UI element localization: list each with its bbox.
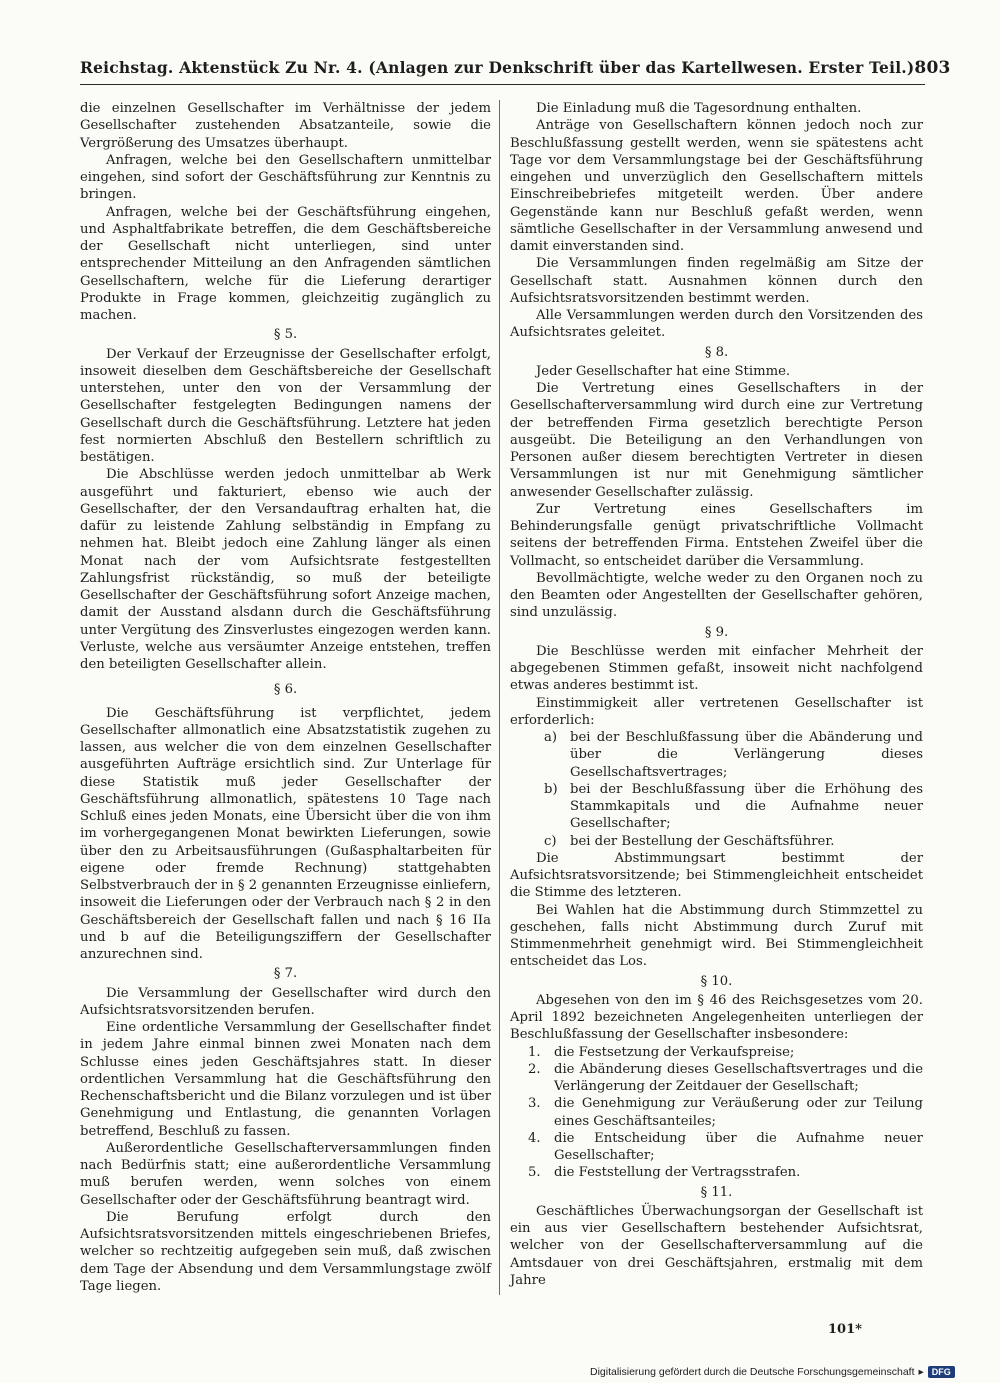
- dfg-logo: DFG: [928, 1366, 955, 1378]
- paragraph: Einstimmigkeit aller vertretenen Gesellschafter ist erforderlich:: [510, 695, 923, 728]
- paragraph: Der Verkauf der Erzeugnisse der Gesellschafter erfolgt, insoweit dieselben dem Geschäftsbereiche der Gesellschaft unterstehen, unter den von der Versammlung der Gesellschafter festgelegten Bedingungen namens der Gesellschaft durch die Geschäftsführung. Letztere hat jeden fest normierten Abschluß den Bestellern schriftlich zu bestätigen.: [80, 346, 491, 465]
- header-rule: [80, 84, 925, 85]
- paragraph: Zur Vertretung eines Gesellschafters im Behinderungsfalle genügt privatschriftliche Vollmacht seitens der betreffenden Firma. Entstehen Zweifel über die Vollmacht, so entscheidet darüber die Versammlung.: [510, 501, 923, 569]
- list-item-label: 2.: [528, 1061, 541, 1077]
- section-heading: § 7.: [273, 966, 298, 982]
- paragraph: Jeder Gesellschafter hat eine Stimme.: [536, 363, 791, 379]
- paragraph: Die Geschäftsführung ist verpflichtet, jedem Gesellschafter allmonatlich eine Absatzstatistik zugehen zu lassen, aus welcher die von dem einzelnen Gesellschafter ausgeführten Aufträge ersichtlich sind. Zur Unterlage für diese Statistik muß jeder Gesellschafter der Geschäftsführung allmonatlich, spätestens 10 Tage nach Schluß eines jeden Monats, eine Übersicht über die von ihm im vorhergegangenen Monat bewirkten Lieferungen, sowie über den zu Arbeitsausführungen (Gußasphaltarbeiten für eigene oder fremde Rechnung) stattgehabten Selbstverbrauch der in § 2 genannten Erzeugnisse einliefern, insoweit die Lieferungen oder der Verbrauch nach § 2 in den Geschäftsbereich der Gesellschaft fallen und nach § 16 IIa und b auf die Beteiligungsziffern der Gesellschafter anzurechnen sind.: [80, 705, 491, 962]
- paragraph: Die Abschlüsse werden jedoch unmittelbar ab Werk ausgeführt und fakturiert, ebenso wie auch der Gesellschafter, der den Versandauftrag erhalten hat, die dafür zu leistende Zahlung selbständig in Empfang zu nehmen hat. Bleibt jedoch eine Zahlung länger als einen Monat nach der vom Aufsichtsrate festgestellten Zahlungsfrist rückständig, so muß der beteiligte Gesellschafter der Geschäftsführung sofort Anzeige machen, damit der Ausstand alsdann durch die Geschäftsführung unter Vergütung des Zinsverlustes eingezogen werden kann. Verluste, welche aus versäumter Anzeige entstehen, treffen den beteiligten Gesellschafter allein.: [80, 467, 491, 672]
- section-heading: § 5.: [273, 327, 298, 343]
- list-item: [510, 781, 923, 833]
- paragraph: Die Berufung erfolgt durch den Aufsichtsratsvorsitzenden mittels eingeschriebenen Briefes, welcher so rechtzeitig aufgegeben sein muß, daß zwischen dem Tage der Absendung und dem Versammlungstage zwölf Tage liegen.: [80, 1209, 491, 1294]
- list-item-label: a): [544, 730, 558, 745]
- section-heading: § 11.: [700, 1184, 733, 1200]
- numbered-list: [510, 1044, 923, 1182]
- list-item-text: die Entscheidung über die Aufnahme neuer Gesellschafter;: [554, 1130, 923, 1163]
- paragraph: Bei Wahlen hat die Abstimmung durch Stimmzettel zu geschehen, falls nicht Abstimmung durch Zuruf mit Stimmenmehrheit genehmigt wird. Bei Stimmengleichheit entscheidet das Los.: [510, 902, 923, 970]
- list-item: [510, 1095, 923, 1130]
- paragraph: Alle Versammlungen werden durch den Vorsitzenden des Aufsichtsrates geleitet.: [510, 308, 923, 341]
- list-item: [510, 1044, 923, 1061]
- paragraph: Die Vertretung eines Gesellschafters in der Gesellschafterversammlung wird durch eine zur Vertretung der betreffenden Firma gesetzlich berechtigte Person ausgeübt. Die Beteiligung an den Verhandlungen von Personen außer diesem berechtigten Vertreter in diesen Versammlungen ist nur mit Genehmigung sämtlicher anwesender Gesellschafter zulässig.: [510, 381, 923, 500]
- left-column: [80, 100, 491, 1295]
- arrow-icon: ▸: [918, 1366, 924, 1378]
- paragraph: Außerordentliche Gesellschafterversammlungen finden nach Bedürfnis statt; eine außerordentliche Versammlung muß berufen werden, wenn solches von einem Gesellschafter oder der Geschäftsführung beantragt wird.: [80, 1140, 491, 1208]
- list-item: [510, 1061, 923, 1096]
- paragraph: Die Beschlüsse werden mit einfacher Mehrheit der abgegebenen Stimmen gefaßt, insoweit nicht nachfolgend etwas anderes bestimmt ist.: [510, 643, 923, 694]
- page-number: 803: [914, 58, 951, 78]
- paragraph: Bevollmächtigte, welche weder zu den Organen noch zu den Beamten oder Angestellten der Gesellschafter gehören, sind unzulässig.: [510, 570, 923, 621]
- right-column: [510, 100, 923, 1289]
- paragraph: Abgesehen von den im § 46 des Reichsgesetzes vom 20. April 1892 bezeichneten Angelegenheiten unterliegen der Beschlußfassung der Gesellschafter insbesondere:: [510, 992, 923, 1043]
- paragraph: Eine ordentliche Versammlung der Gesellschafter findet in jedem Jahre einmal binnen zwei Monaten nach dem Schlusse eines jeden Geschäftsjahres statt. In dieser ordentlichen Versammlung hat die Geschäftsführung den Rechenschaftsbericht und die Bilanz vorzulegen und ist über Genehmigung und Entlastung, die genannten Vorlagen betreffend, Beschluß zu fassen.: [80, 1020, 491, 1139]
- running-title: Reichstag. Aktenstück Zu Nr. 4. (Anlagen zur Denkschrift über das Kartellwesen. Erster Teil.): [80, 58, 915, 77]
- list-item-text: die Festsetzung der Verkaufspreise;: [554, 1044, 795, 1060]
- list-item-text: die Genehmigung zur Veräußerung oder zur Teilung eines Geschäftsanteiles;: [554, 1096, 923, 1129]
- list-item: [510, 833, 923, 850]
- list-item: [510, 1130, 923, 1165]
- footer-credit: Digitalisierung gefördert durch die Deutsche Forschungsgemeinschaft: [590, 1366, 915, 1378]
- list-item-label: 4.: [528, 1130, 541, 1146]
- list-item-label: 1.: [528, 1044, 541, 1060]
- paragraph: Die Einladung muß die Tagesordnung enthalten.: [536, 101, 862, 116]
- paragraph: Die Versammlungen finden regelmäßig am Sitze der Gesellschaft statt. Ausnahmen können durch den Aufsichtsratsvorsitzenden bestimmt werden.: [510, 256, 923, 306]
- list-item-text: bei der Beschlußfassung über die Erhöhung des Stammkapitals und die Aufnahme neuer Gesellschafter;: [570, 781, 923, 832]
- section-heading: § 9.: [704, 624, 729, 640]
- list-item: [510, 1164, 923, 1181]
- paragraph: die einzelnen Gesellschafter im Verhältnisse der jedem Gesellschafter zustehenden Absatzanteile, sowie die Vergrößerung des Umsatzes überhaupt.: [80, 101, 491, 151]
- lettered-list: [510, 729, 923, 850]
- section-heading: § 8.: [704, 344, 729, 360]
- section-heading: § 6.: [273, 682, 298, 698]
- list-item-label: 5.: [528, 1165, 541, 1181]
- list-item-text: bei der Beschlußfassung über die Abänderung und über die Verlängerung dieses Gesellschaftsvertrages;: [570, 730, 923, 780]
- paragraph: Anfragen, welche bei den Gesellschaftern unmittelbar eingehen, sind sofort der Geschäftsführung zur Kenntnis zu bringen.: [80, 152, 491, 203]
- signature-mark: 101*: [828, 1322, 862, 1337]
- list-item-text: bei der Bestellung der Geschäftsführer.: [570, 833, 835, 849]
- paragraph: Anträge von Gesellschaftern können jedoch noch zur Beschlußfassung gestellt werden, wenn sie spätestens acht Tage vor dem Versammlungstage bei der Geschäftsführung eingehen und unverzüglich den Gesellschaftern mittels Einschreibebriefes mitgeteilt werden. Über andere Gegenstände kann nur Beschluß gefaßt werden, wenn sämtliche Gesellschafter in der Versammlung anwesend und damit einverstanden sind.: [510, 118, 923, 254]
- list-item: [510, 729, 923, 781]
- page-header: [80, 58, 951, 78]
- paragraph: Geschäftliches Überwachungsorgan der Gesellschaft ist ein aus vier Gesellschaftern bestehender Aufsichtsrat, welcher von der Gesellschafterversammlung auf die Amtsdauer von drei Geschäftsjahren, erstmalig mit dem Jahre: [510, 1203, 923, 1288]
- digitization-footer: [590, 1364, 955, 1380]
- paragraph: Anfragen, welche bei der Geschäftsführung eingehen, und Asphaltfabrikate betreffen, die dem Geschäftsbereiche der Gesellschaft nicht unterliegen, sind unter entsprechender Mitteilung an den Anfragenden sämtlichen Gesellschaftern, welche für die Lieferung derartiger Produkte in Frage kommen, gleichzeitig zugänglich zu machen.: [80, 204, 491, 323]
- list-item-text: die Feststellung der Vertragsstrafen.: [554, 1165, 801, 1181]
- list-item-text: die Abänderung dieses Gesellschaftsvertrages und die Verlängerung der Zeitdauer der Gesellschaft;: [554, 1061, 923, 1094]
- paragraph: Die Abstimmungsart bestimmt der Aufsichtsratsvorsitzende; bei Stimmengleichheit entscheidet die Stimme des letzteren.: [510, 850, 923, 901]
- list-item-label: 3.: [528, 1096, 541, 1112]
- list-item-label: c): [544, 833, 557, 849]
- section-heading: § 10.: [700, 973, 733, 989]
- paragraph: Die Versammlung der Gesellschafter wird durch den Aufsichtsratsvorsitzenden berufen.: [80, 985, 491, 1018]
- column-divider: [499, 100, 500, 1295]
- list-item-label: b): [544, 781, 558, 797]
